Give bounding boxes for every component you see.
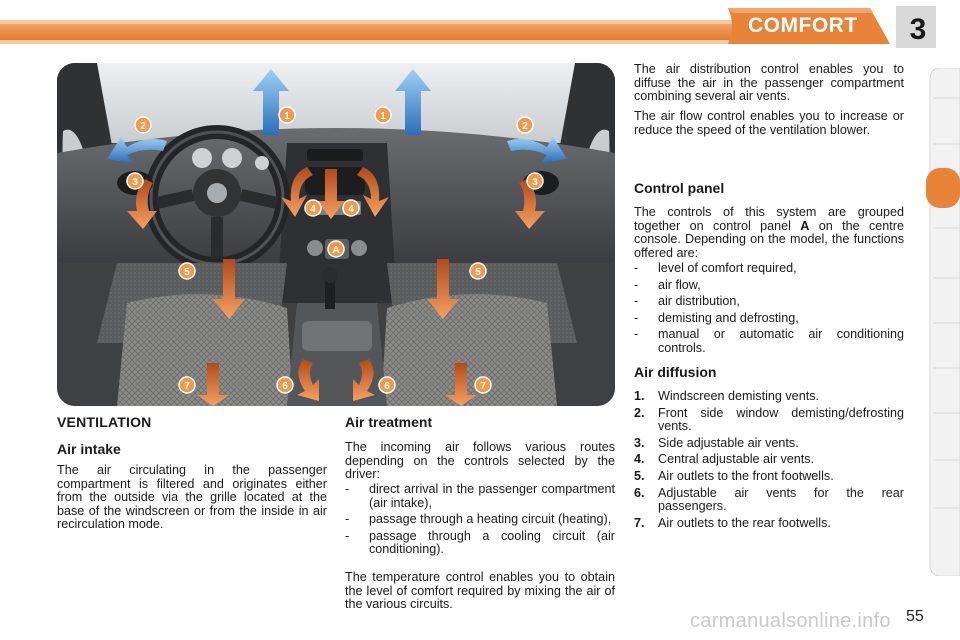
- callout-label: 6: [384, 381, 390, 392]
- callout-label: 2: [140, 121, 146, 132]
- callout-label: 7: [184, 381, 190, 392]
- callout-7-left: [179, 377, 195, 393]
- list-item: 3. Side adjustable air vents.: [634, 435, 799, 450]
- air-diffusion-list: [634, 390, 904, 533]
- air-intake-body: The air circulating in the passenger compartment is filtered and originates either from the outside via the grille located at the base of the windscreen or from the inside in air recirculation mode.: [57, 463, 327, 532]
- callout-2-left: [135, 117, 151, 133]
- callout-label: 5: [475, 267, 481, 278]
- callout-label: 1: [284, 111, 290, 122]
- chapter-tabs: [926, 68, 960, 576]
- list-item: - direct arrival in the passenger compartment (air intake),: [345, 482, 615, 510]
- heading-air-intake: Air intake: [57, 441, 121, 457]
- callout-3-left: [127, 173, 143, 189]
- list-item: 2. Front side window demisting/defrosting vents.: [634, 405, 904, 434]
- callout-4-left: [305, 200, 321, 216]
- list-item: 4. Central adjustable air vents.: [634, 452, 815, 467]
- callout-label: 1: [380, 111, 386, 122]
- chapter-number-badge: 3: [909, 13, 927, 46]
- air-treatment-list: [345, 483, 615, 560]
- dashboard-ventilation-illustration: [57, 63, 615, 406]
- callout-label: 5: [184, 267, 190, 278]
- page-number: 55: [906, 608, 924, 625]
- heading-air-diffusion: Air diffusion: [634, 364, 717, 380]
- callout-a: [328, 241, 344, 257]
- callout-1-right: [375, 107, 391, 123]
- callout-label: 6: [282, 381, 288, 392]
- callout-2-right: [517, 117, 533, 133]
- control-panel-list: [634, 262, 904, 359]
- callout-label: 3: [532, 177, 538, 188]
- callout-label: A: [332, 245, 340, 256]
- heading-air-treatment: Air treatment: [345, 414, 433, 430]
- callout-6-left: [277, 377, 293, 393]
- callout-label: 2: [522, 121, 528, 132]
- callout-label: 3: [132, 177, 138, 188]
- callout-5-right: [470, 263, 486, 279]
- airflow-paragraph: The air flow control enables you to increase or reduce the speed of the ventilation blower.: [634, 109, 904, 137]
- list-item: 6. Adjustable air vents for the rear passengers.: [634, 485, 904, 514]
- callout-3-right: [527, 173, 543, 189]
- list-item: - passage through a heating circuit (heating),: [345, 512, 612, 527]
- air-treatment-outro: The temperature control enables you to obtain the level of comfort required by mixing the air of the various circuits.: [345, 570, 615, 612]
- control-panel-intro: The controls of this system are grouped together on control panel A on the centre console. Depending on the model, the functions offered are:: [634, 205, 904, 260]
- list-item: - manual or automatic air conditioning controls.: [634, 327, 904, 355]
- heading-control-panel: Control panel: [634, 180, 725, 196]
- list-item: 7. Air outlets to the rear footwells.: [634, 515, 831, 530]
- callout-label: 4: [310, 204, 316, 215]
- list-item: - demisting and defrosting,: [634, 310, 799, 325]
- callout-5-left: [179, 263, 195, 279]
- callout-4-right: [343, 200, 359, 216]
- watermark: carmanualsonline.info: [690, 610, 891, 632]
- callout-7-right: [475, 377, 491, 393]
- list-item: 5. Air outlets to the front footwells.: [634, 468, 834, 483]
- list-item: - passage through a cooling circuit (air conditioning).: [345, 528, 615, 557]
- air-treatment-intro: The incoming air follows various routes depending on the controls selected by the driver:: [345, 440, 615, 482]
- chapter-title: COMFORT: [748, 14, 858, 37]
- list-item: 1. Windscreen demisting vents.: [634, 389, 819, 403]
- distribution-paragraph: The air distribution control enables you to diffuse the air in the passenger compartment combining several air vents.: [634, 62, 904, 104]
- callout-6-right: [379, 377, 395, 393]
- callout-label: 7: [480, 381, 486, 392]
- section-title-ventilation: VENTILATION: [57, 414, 152, 430]
- callout-1-left: [279, 107, 295, 123]
- list-item: - air flow,: [634, 277, 701, 292]
- callout-label: 4: [348, 204, 354, 215]
- list-item: - air distribution,: [634, 294, 740, 309]
- list-item: - level of comfort required,: [634, 261, 797, 275]
